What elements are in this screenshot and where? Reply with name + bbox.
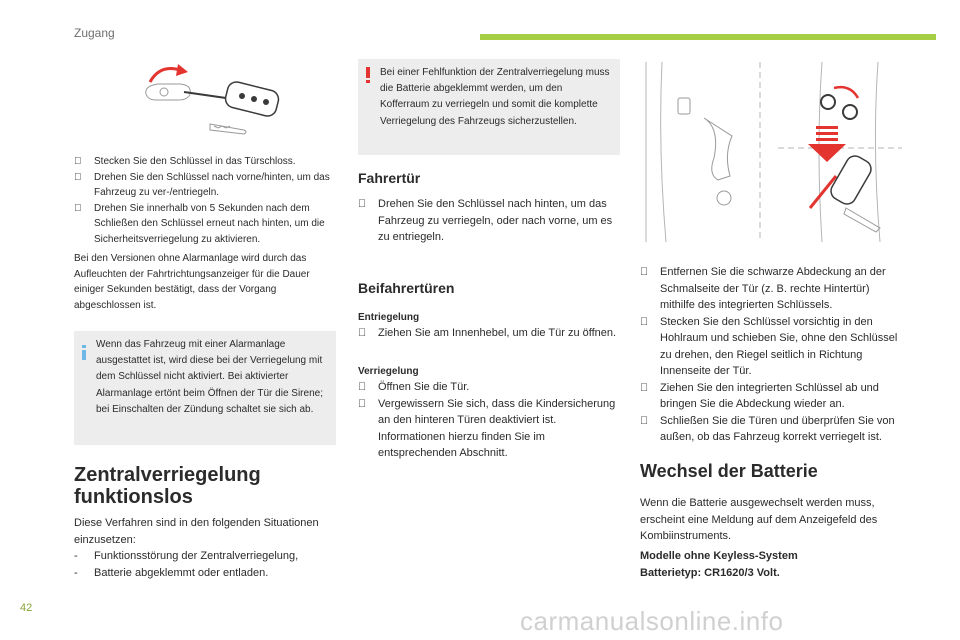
bullet-icon xyxy=(640,314,648,331)
info-note-text: Wenn das Fahrzeug mit einer Alarmanlage ausgestattet ist, wird diese bei der Verriegelung mit dem Schlüssel nicht aktiviert. Bei aktivierter Alarmanlage ertönt beim Öffnen der Tür die Sirene; bei Einschalten der Zündung schaltet sie sich ab. xyxy=(96,339,323,415)
driver-door-steps xyxy=(358,196,622,246)
bullet-icon xyxy=(640,264,648,281)
remote-key-icon xyxy=(828,153,875,208)
remote-key-icon xyxy=(224,80,281,118)
section-heading-central-locking: Zentralverriegelung funktionslos xyxy=(74,464,261,508)
watermark: carmanualsonline.info xyxy=(520,606,784,636)
unlock-steps xyxy=(358,325,622,342)
cover-cap-icon xyxy=(821,95,857,119)
list-item: Schließen Sie die Türen und überprüfen Sie von außen, ob das Fahrzeug korrekt verriegelt ist. xyxy=(640,413,902,446)
key-blade-icon xyxy=(844,208,880,232)
bullet-icon xyxy=(358,196,366,213)
list-item: Entfernen Sie die schwarze Abdeckung an der Schmalseite der Tür (z. B. rechte Hintertür) mithilfe des integrierten Schlüssels. xyxy=(640,264,902,314)
bullet-icon xyxy=(358,396,366,413)
bullet-icon xyxy=(74,170,82,186)
push-arrow-icon xyxy=(808,126,846,162)
situations-list xyxy=(74,548,354,581)
lock-label: Verriegelung xyxy=(358,366,419,377)
door-handle-icon xyxy=(146,84,191,100)
door-latch-icon xyxy=(678,98,732,205)
door-lock-illustration xyxy=(640,58,902,242)
manual-lock-steps xyxy=(640,264,902,446)
list-item: Vergewissern Sie sich, dass die Kindersicherung an den hinteren Türen deaktiviert ist. Informationen hierzu finden Sie im entsprechenden Abschnitt. xyxy=(358,396,622,462)
heading-driver-door: Fahrertür xyxy=(358,170,421,186)
section-accent-bar xyxy=(480,34,936,40)
rotation-arrow-icon xyxy=(150,69,180,83)
section-title: Zugang xyxy=(74,26,115,40)
list-item: Ziehen Sie am Innenhebel, um die Tür zu öffnen. xyxy=(358,325,622,342)
lock-steps xyxy=(358,379,622,462)
bullet-icon xyxy=(358,379,366,396)
intro-paragraph: Diese Verfahren sind in den folgenden Situationen einzusetzen: xyxy=(74,517,319,546)
bullet-icon xyxy=(74,154,82,170)
list-item: Drehen Sie den Schlüssel nach hinten, um das Fahrzeug zu verriegeln, oder nach vorne, um es zu entriegeln. xyxy=(358,196,622,246)
battery-paragraph: Wenn die Batterie ausgewechselt werden muss, erscheint eine Meldung auf dem Anzeigefeld des Kombiinstruments. xyxy=(640,497,878,542)
unlock-label: Entriegelung xyxy=(358,312,420,323)
list-item: Drehen Sie den Schlüssel nach vorne/hinten, um das Fahrzeug zu ver-/entriegeln. xyxy=(74,170,340,201)
bullet-icon xyxy=(640,380,648,397)
removal-arrow-icon xyxy=(834,87,858,98)
list-item: Stecken Sie den Schlüssel in das Türschloss. xyxy=(74,154,340,170)
warning-note-text: Bei einer Fehlfunktion der Zentralverriegelung muss die Batterie abgeklemmt werden, um den Kofferraum zu verriegeln und somit die komplette Verriegelung des Fahrzeugs sicherzustellen. xyxy=(380,67,610,127)
list-item: - Batterie abgeklemmt oder entladen. xyxy=(74,566,269,579)
list-item: - Funktionsstörung der Zentralverriegelung, xyxy=(74,550,299,562)
key-blade-icon xyxy=(210,124,246,134)
list-item: Ziehen Sie den integrierten Schlüssel ab und bringen Sie die Abdeckung wieder an. xyxy=(640,380,902,413)
warning-note-box xyxy=(358,59,620,155)
bullet-icon xyxy=(358,325,366,342)
list-item: Öffnen Sie die Tür. xyxy=(358,379,622,396)
list-item: Drehen Sie innerhalb von 5 Sekunden nach dem Schließen den Schlüssel erneut nach hinten, um die Sicherheitsverriegelung zu aktivieren. xyxy=(74,201,340,248)
battery-model-info: Modelle ohne Keyless-System Batterietyp: CR1620/3 Volt. xyxy=(640,550,798,579)
heading-battery-change: Wechsel der Batterie xyxy=(640,461,818,481)
list-item: Stecken Sie den Schlüssel vorsichtig in den Hohlraum und schieben Sie, ohne den Schlüssel zu drehen, den Riegel seitlich in Richtung Innenseite der Tür. xyxy=(640,314,902,380)
key-in-lock-illustration xyxy=(140,60,292,146)
info-note-box xyxy=(74,331,336,445)
heading-passenger-doors: Beifahrertüren xyxy=(358,280,455,296)
page-number: 42 xyxy=(20,602,33,614)
lock-steps-list xyxy=(74,154,340,248)
confirmation-paragraph: Bei den Versionen ohne Alarmanlage wird durch das Aufleuchten der Fahrtrichtungsanzeiger für die Dauer einiger Sekunden bestätigt, dass der Vorgang abgeschlossen ist. xyxy=(74,253,310,311)
bullet-icon xyxy=(74,201,82,217)
bullet-icon xyxy=(640,413,648,430)
